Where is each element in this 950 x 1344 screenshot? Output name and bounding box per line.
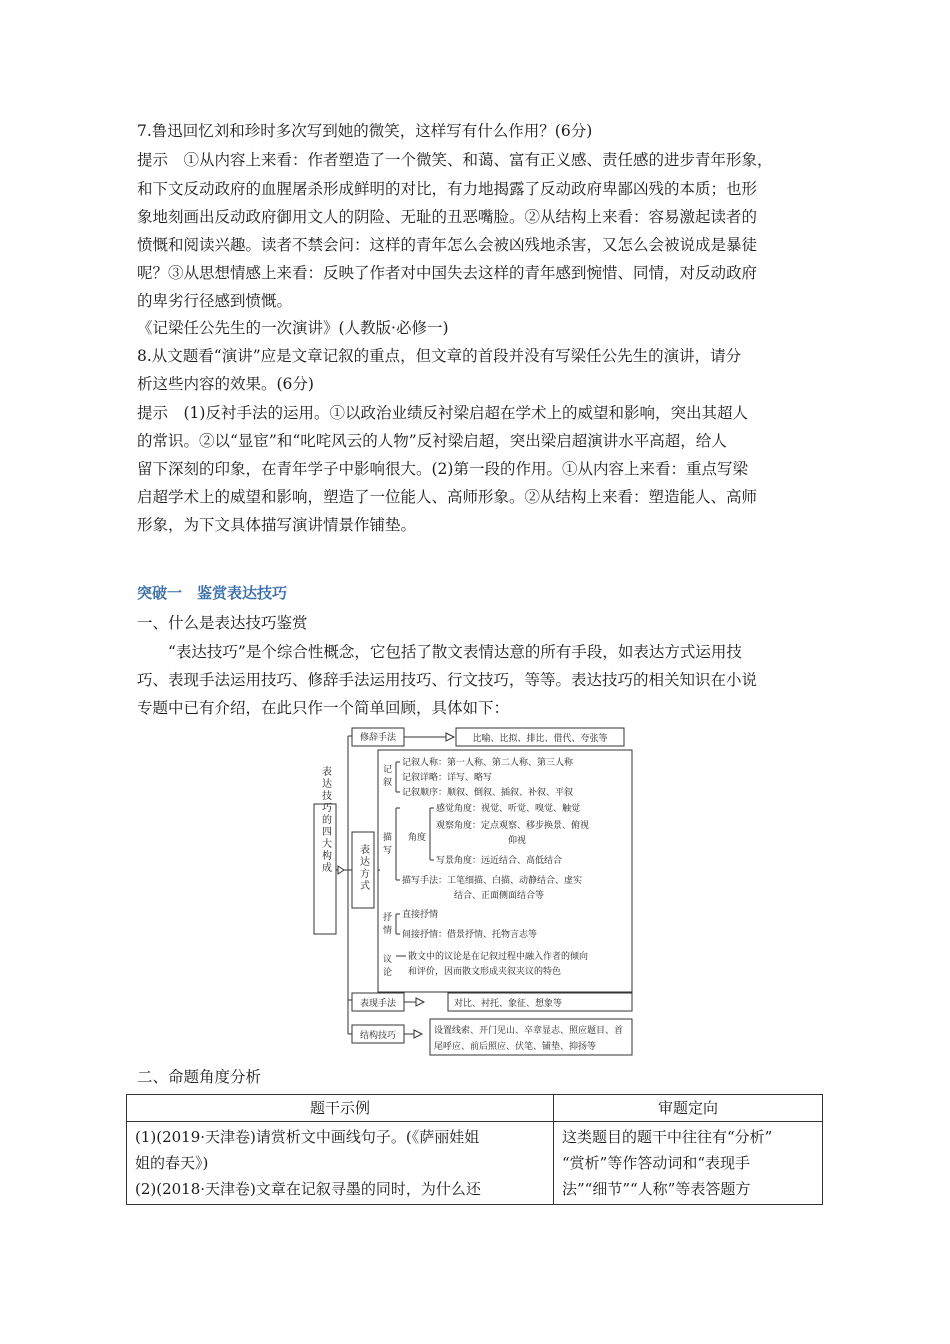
- rhetoric-content: 比喻、比拟、排比、借代、夸张等: [472, 734, 608, 744]
- intro-line: “表达技巧”是个综合性概念，它包括了散文表情达意的所有手段，如表达方式运用技: [137, 643, 742, 661]
- method-line: 结合、正面侧面结合等: [454, 891, 545, 901]
- narration-label: 记叙: [381, 764, 391, 790]
- lyric-item: 直接抒情: [402, 910, 439, 920]
- structure-line: 设置线索、开门见山、卒章显志、照应题目、首: [434, 1026, 624, 1036]
- table-header-row: [127, 1095, 823, 1122]
- table-cell: [554, 1122, 823, 1205]
- cell-line: 姐的春天》): [135, 1154, 209, 1172]
- lyric-item: 间接抒情：借景抒情、托物言志等: [402, 930, 538, 940]
- arrow-icon: [414, 1030, 422, 1038]
- cell-line: “赏析”等作答动词和“表现手: [562, 1154, 751, 1172]
- method-line: 描写手法：工笔细描、白描、动静结合、虚实: [402, 876, 583, 886]
- angle-item: 观察角度：定点观察、移步换景、俯视: [436, 821, 590, 831]
- cell-line: 法”“细节”“人称”等表答题方: [562, 1180, 751, 1198]
- argument-label: 议论: [381, 954, 391, 980]
- argument-line: 散文中的议论是在记叙过程中融入作者的倾向: [408, 952, 589, 962]
- rhetoric-label: 修辞手法: [359, 733, 397, 743]
- arrow-icon: [416, 998, 424, 1006]
- angle-label: 角度: [408, 833, 427, 843]
- table-row: [127, 1122, 823, 1205]
- q8-hint-line: 启超学术上的威望和影响，塑造了一位能人、高师形象。②从结构上来看：塑造能人、高师: [137, 488, 758, 506]
- table-header: 题干示例: [127, 1095, 554, 1122]
- q8-question: 析这些内容的效果。(6分): [137, 375, 314, 393]
- q8-hint-line: 留下深刻的印象，在青年学子中影响很大。(2)第一段的作用。①从内容上来看：重点写梁: [137, 460, 748, 478]
- q7-question: 7.鲁迅回忆刘和珍时多次写到她的微笑，这样写有什么作用？(6分): [137, 122, 593, 140]
- structure-label: 结构技巧: [359, 1031, 397, 1041]
- intro-line: 专题中已有介绍，在此只作一个简单回顾，具体如下：: [137, 699, 510, 717]
- arrow-icon: [338, 866, 344, 874]
- lyric-label: 抒情: [381, 912, 391, 938]
- q7-hint-line: 愤慨和阅读兴趣。读者不禁会问：这样的青年怎么会被凶残地杀害，又怎么会被说成是暴徒: [137, 236, 758, 254]
- narration-item: 记叙详略：详写、略写: [402, 773, 493, 783]
- description-label: 描写: [381, 832, 391, 858]
- narration-item: 记叙人称：第一人称、第二人称、第三人称: [402, 758, 574, 768]
- q8-hint-line: 形象，为下文具体描写演讲情景作铺垫。: [137, 516, 417, 534]
- narration-item: 记叙顺序：顺叙、倒叙、插叙、补叙、平叙: [402, 788, 574, 798]
- section-heading: 突破一 鉴赏表达技巧: [137, 584, 288, 602]
- cell-line: (1)(2019·天津卷)请赏析文中画线句子。(《萨丽娃姐: [135, 1128, 480, 1146]
- q7-hint-line: 提示 ①从内容上来看：作者塑造了一个微笑、和蔼、富有正义感、责任感的进步青年形象，: [137, 151, 773, 169]
- table-header: 审题定向: [554, 1095, 823, 1122]
- subheading: 二、命题角度分析: [137, 1068, 262, 1086]
- arrow-icon: [446, 733, 454, 741]
- q7-hint-line: 象地刻画出反动政府御用文人的阴险、无耻的丑恶嘴脸。②从结构上来看：容易激起读者的: [137, 208, 758, 226]
- angle-item: 感觉角度：视觉、听觉、嗅觉、触觉: [436, 804, 581, 814]
- performance-content: 对比、衬托、象征、想象等: [454, 999, 563, 1009]
- cell-line: 这类题目的题干中往往有“分析”: [562, 1128, 773, 1146]
- source-title: 《记梁任公先生的一次演讲》(人教版·必修一): [137, 319, 449, 337]
- q7-hint-line: 的卑劣行径感到愤慨。: [137, 292, 293, 310]
- subheading: 一、什么是表达技巧鉴赏: [137, 614, 308, 632]
- angle-item: 仰视: [508, 836, 527, 846]
- structure-line: 尾呼应、前后照应、伏笔、铺垫、抑扬等: [434, 1042, 597, 1052]
- root-label: 表达技巧的四大构成: [319, 766, 331, 874]
- angle-item: 写景角度：远近结合、高低结合: [436, 856, 563, 866]
- performance-label: 表现手法: [359, 999, 397, 1009]
- q8-question: 8.从文题看“演讲”应是文章记叙的重点，但文章的首段并没有写梁任公先生的演讲，请分: [137, 347, 742, 365]
- analysis-table: [126, 1094, 823, 1205]
- expression-label: 表达方式: [357, 844, 369, 892]
- q8-hint-line: 的常识。②以“显宦”和“叱咤风云的人物”反衬梁启超，突出梁启超演讲水平高超，给人: [137, 432, 727, 450]
- expression-techniques-diagram: [308, 722, 638, 1060]
- table-cell: [127, 1122, 554, 1205]
- q7-hint-line: 和下文反动政府的血腥屠杀形成鲜明的对比，有力地揭露了反动政府卑鄙凶残的本质；也形: [137, 180, 758, 198]
- q7-hint-line: 呢？③从思想情感上来看：反映了作者对中国失去这样的青年感到惋惜、同情，对反动政府: [137, 264, 758, 282]
- cell-line: (2)(2018·天津卷)文章在记叙寻墨的同时，为什么还: [135, 1180, 481, 1198]
- intro-line: 巧、表现手法运用技巧、修辞手法运用技巧、行文技巧，等等。表达技巧的相关知识在小说: [137, 671, 758, 689]
- argument-line: 和评价，因而散文形成夹叙夹议的特色: [408, 967, 562, 977]
- q8-hint-line: 提示 (1)反衬手法的运用。①以政治业绩反衬梁启超在学术上的威望和影响，突出其超人: [137, 404, 748, 422]
